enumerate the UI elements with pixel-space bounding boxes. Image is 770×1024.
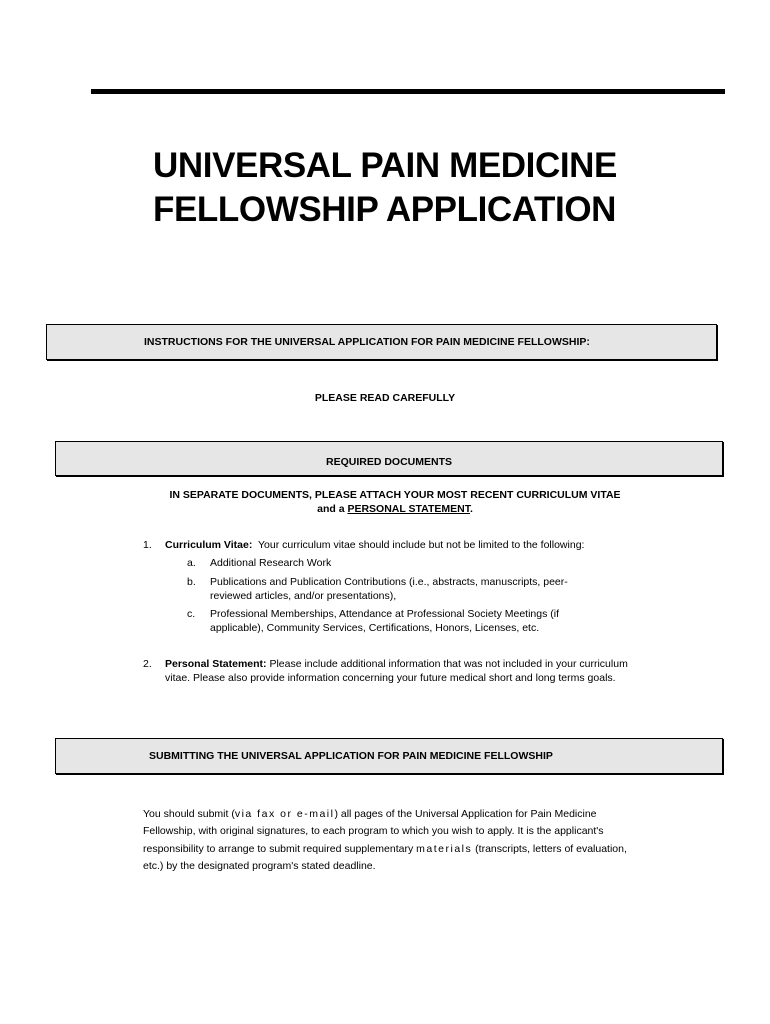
item-text: Please include additional information that was not included in your curriculum vitae. Please also provide information concerning your future medical short and long terms goals.	[165, 658, 628, 684]
attach-note	[105, 488, 685, 516]
instructions-header-box	[46, 324, 717, 360]
read-carefully-note: PLEASE READ CAREFULLY	[314, 392, 456, 404]
sub-item-text: Professional Memberships, Attendance at Professional Society Meetings (if applicable), Community Services, Certifications, Honors, Licenses, etc.	[210, 608, 560, 634]
required-documents-header: REQUIRED DOCUMENTS	[325, 456, 452, 468]
item-number: 1.	[143, 539, 152, 551]
para-part-2: ) all pages of the Universal Application for Pain Medicine Fellowship, with original signatures, to each program to which you wish to apply. It is the applicant's responsibility to arrange to submit required supplementary	[143, 808, 604, 855]
top-rule	[91, 89, 725, 94]
sub-item-letter: b.	[187, 576, 196, 588]
title-line-2: FELLOWSHIP APPLICATION	[153, 190, 617, 229]
sub-item-text: Additional Research Work	[210, 557, 332, 569]
para-spaced-1: via fax or e-mail	[234, 808, 335, 820]
attach-line-2-suffix: .	[469, 503, 473, 515]
sub-item-letter: c.	[187, 608, 196, 620]
item-body	[165, 538, 645, 552]
para-part-1: You should submit (	[143, 808, 235, 820]
attach-line-2	[105, 502, 685, 516]
sub-item-text: Publications and Publication Contributions (i.e., abstracts, manuscripts, peer-reviewed articles, and/or presentations),	[210, 576, 568, 602]
sub-item-letter: a.	[187, 557, 196, 569]
submitting-header-box	[55, 738, 723, 774]
item-label: Curriculum Vitae:	[165, 539, 253, 551]
attach-line-1: IN SEPARATE DOCUMENTS, PLEASE ATTACH YOUR MOST RECENT CURRICULUM VITAE	[169, 489, 621, 501]
attach-line-2-prefix: and a	[317, 503, 348, 515]
item-text: Your curriculum vitae should include but not be limited to the following:	[257, 539, 585, 551]
submitting-paragraph	[143, 806, 643, 876]
item-number: 2.	[143, 658, 152, 670]
page-title	[153, 144, 713, 232]
instructions-header: INSTRUCTIONS FOR THE UNIVERSAL APPLICATION FOR PAIN MEDICINE FELLOWSHIP:	[144, 336, 590, 348]
personal-statement-underlined: PERSONAL STATEMENT	[347, 503, 470, 515]
para-part-3: (transcripts, letters of evaluation, etc.) by the designated program's stated deadline.	[143, 842, 627, 873]
item-body	[165, 657, 630, 685]
required-documents-header-box	[55, 441, 723, 476]
item-label: Personal Statement:	[165, 658, 267, 670]
title-line-1: UNIVERSAL PAIN MEDICINE	[153, 146, 618, 185]
submitting-header: SUBMITTING THE UNIVERSAL APPLICATION FOR PAIN MEDICINE FELLOWSHIP	[149, 750, 553, 762]
para-spaced-2: materials	[416, 842, 473, 855]
